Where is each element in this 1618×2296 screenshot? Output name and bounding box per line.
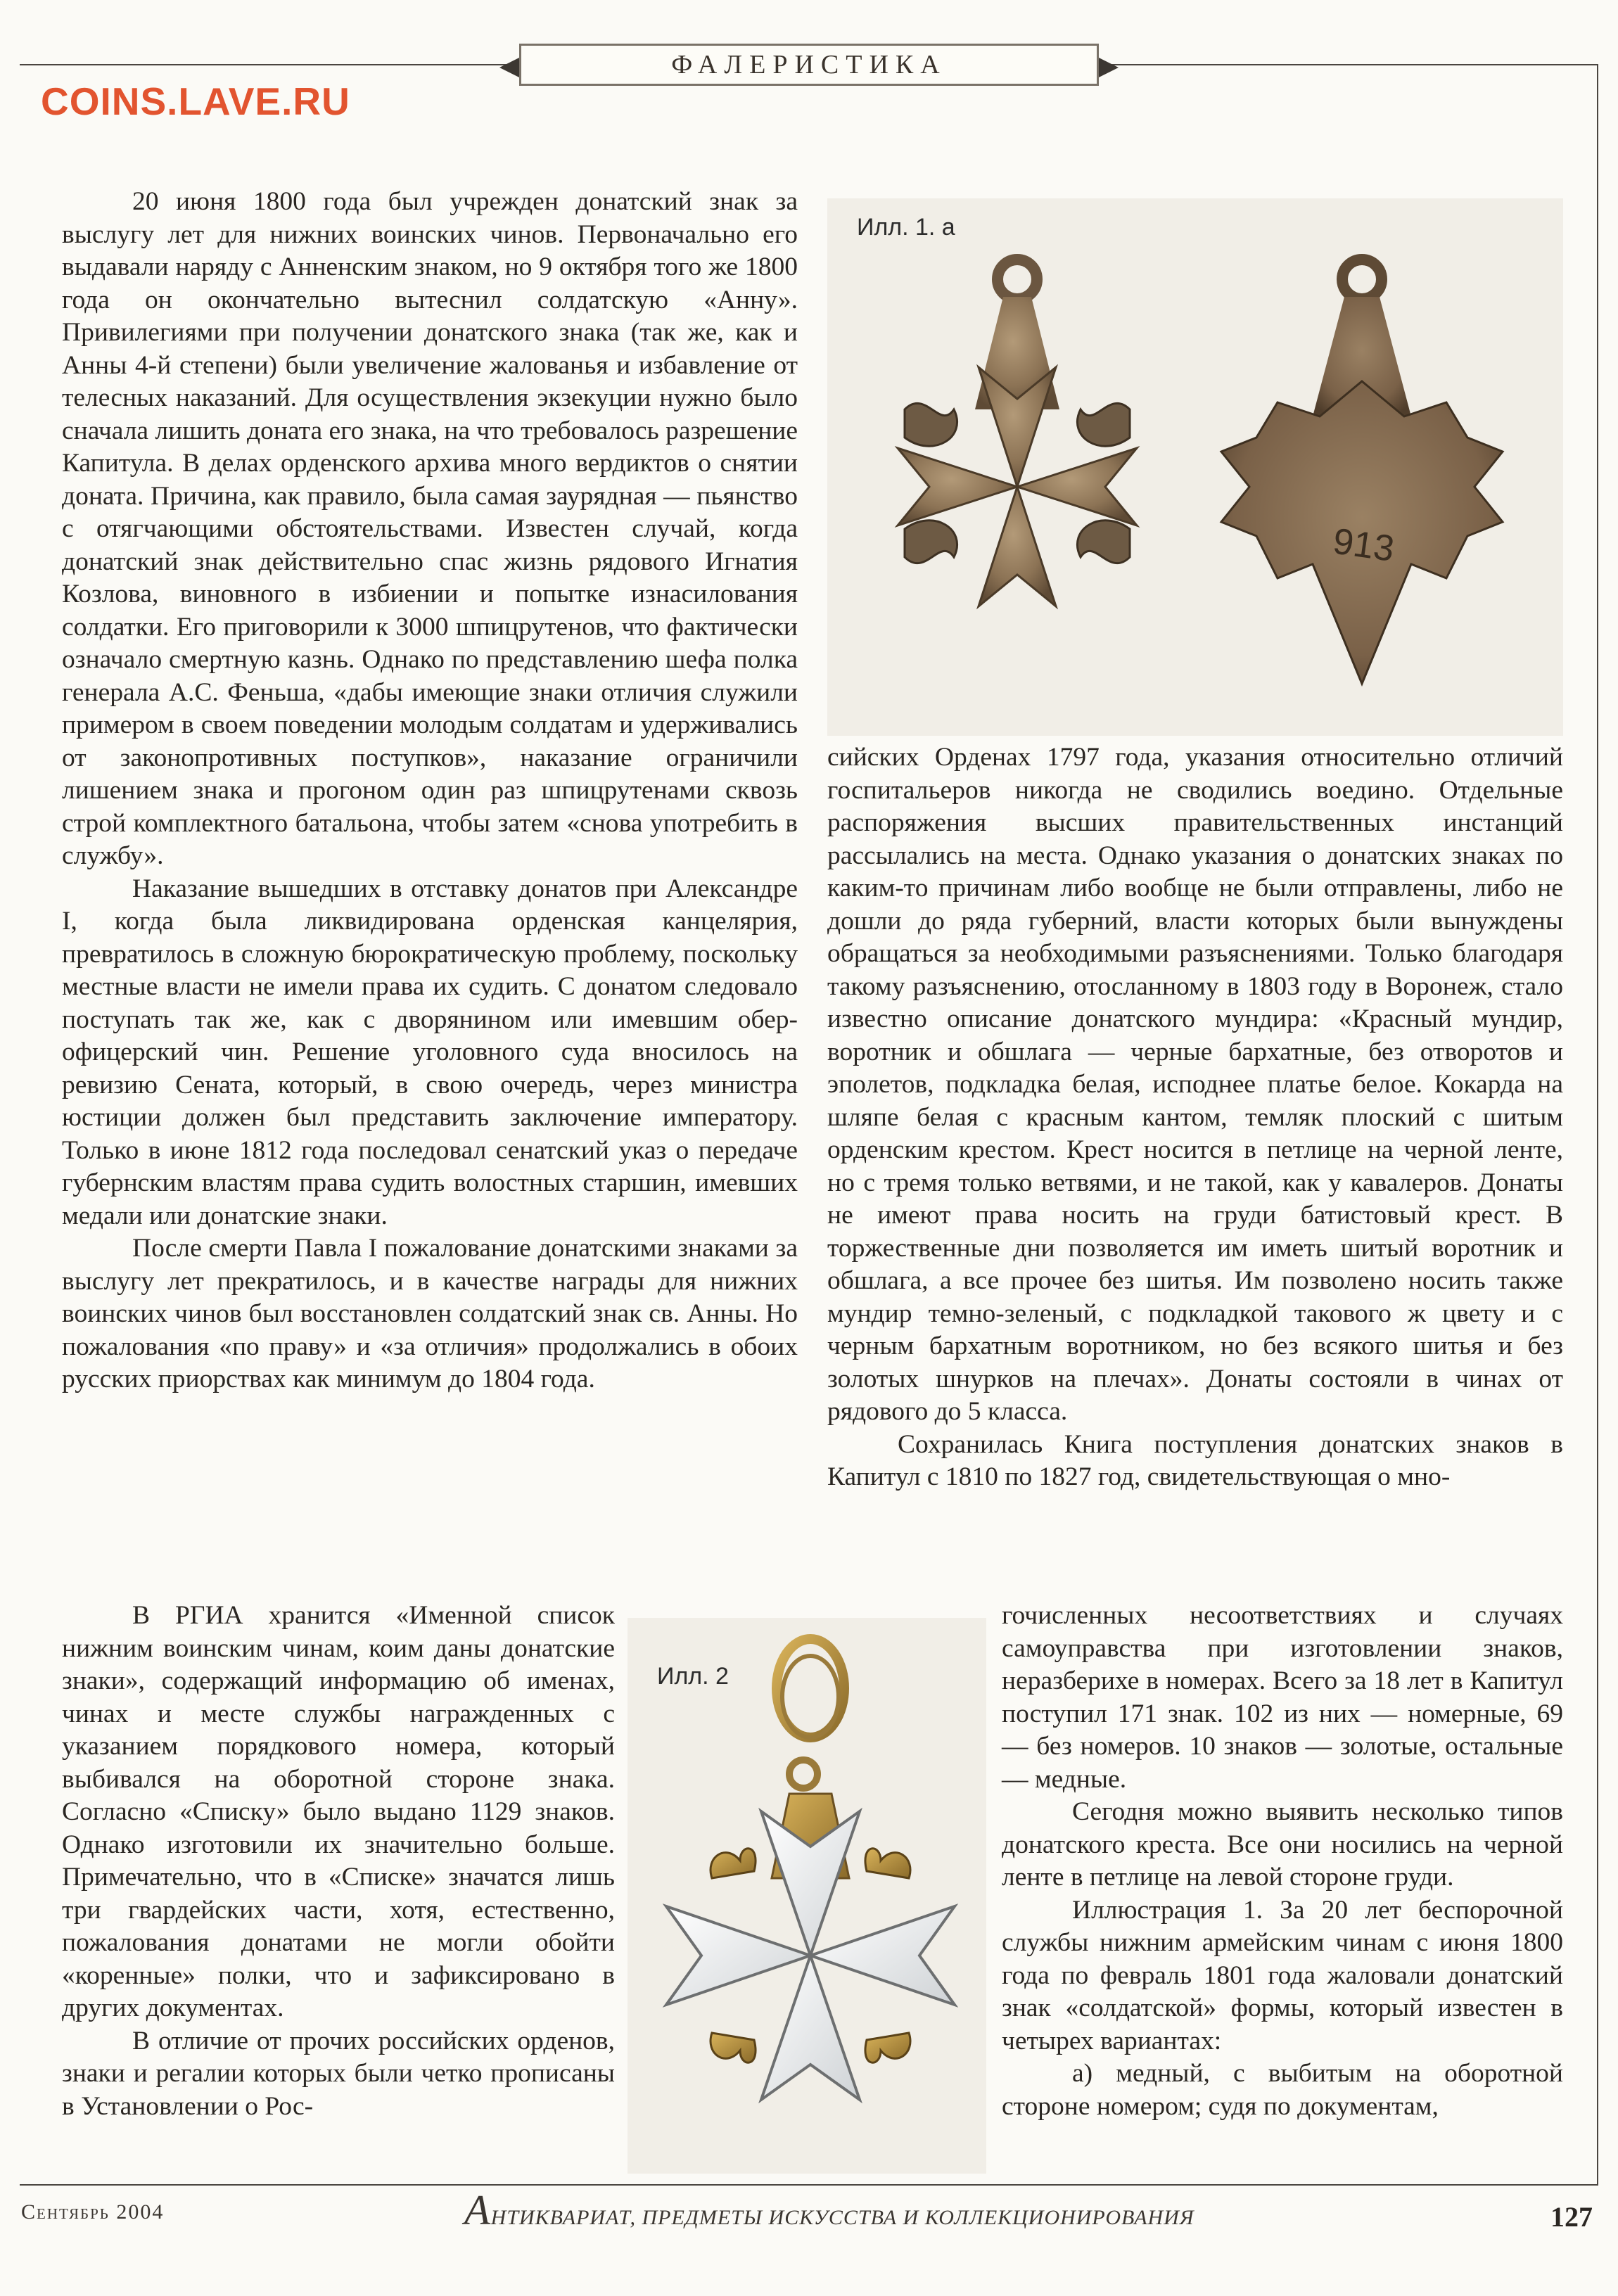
paragraph: Сегодня можно выявить несколько типов донатского креста. Все они носились на черной ленте в петлице на левой стороне груди. <box>1002 1797 1563 1892</box>
paragraph: Сохранилась Книга поступления донатских знаков в Капитул с 1810 по 1827 год, свидетельствующая о мно- <box>827 1429 1563 1491</box>
page-number: 127 <box>1550 2201 1593 2233</box>
medal-pair-image <box>827 198 1563 736</box>
paragraph: После смерти Павла I пожалование донатскими знаками за выслугу лет прекратилось, и в качестве награды для нижних воинских чинов был восстановлен солдатский знак св. Анны. Но пожалования «по праву» и «за отличия» продолжались в обоих русских приорствах как минимум до 1804 года. <box>62 1234 798 1393</box>
paragraph: В отличие от прочих российских орденов, знаки и регалии которых были четко прописаны в Установлении о Рос- <box>62 2026 615 2121</box>
paragraph: В РГИА хранится «Именной список нижним воинским чинам, коим даны донатские знаки», содержащий информацию об именах, чинах и месте службы награжденных с указанием порядкового номера, который выбивался на оборотной стороне знака. Согласно «Списку» было выдано 1129 знаков. Однако изготовили их значительно больше. Примечательно, что в «Списке» значатся лишь три гвардейских части, хотя, естественно, пожалования донатами не могли обойти «коренные» полки, что и зафиксировано в других документах. <box>62 1601 615 2022</box>
left-column-top <box>62 186 798 1396</box>
paragraph: Наказание вышедших в отставку донатов при Александре I, когда была ликвидирована орденская канцелярия, превратилось в сложную бюрократическую проблему, поскольку местные власти не имели права их судить. С донатом следовало поступать так же, как с дворянином или имевшим обер-офицерский чин. Решение уголовного суда вносилось на ревизию Сената, который, в свою очередь, через министра юстиции должен был представить заключение императору. Только в июне 1812 года последовал сенатский указ о передаче губернским властям права судить волостных старшин, имевших медали или донатские знаки. <box>62 874 798 1230</box>
illustration-2-caption: Илл. 2 <box>657 1663 729 1690</box>
illustration-2-photo <box>628 1618 986 2174</box>
paragraph: сийских Орденах 1797 года, указания относительно отличий госпитальеров никогда не сводились воедино. Отдельные распоряжения высших правительственных инстанций рассылались на места. Однако указания о донатских знаках по каким-то причинам либо вообще не были отправлены, либо не дошли до ряда губерний, власти которых были вынуждены обращаться за необходимыми разъяснениями. Только благодаря такому разъяснению, отосланному в 1803 году в Воронеж, стало известно описание донатского мундира: «Красный мундир, воротник и обшлага — черные бархатные, без отворотов и эполетов, подкладка белая, исподнее платье белое. Кокарда на шляпе белая с красным кантом, темляк плоский с шитым орденским крестом. Крест носится в петлице на черной ленте, но с тремя только ветвями, и не такой, как у кавалеров. Донаты не имеют права носить на груди батистовый крест. В торжественные дни позволяется им иметь шитый воротник и обшлага, а все прочее без шитья. Им позволено носить также мундир темно-зеленый, с подкладкой такового ж цвету и с черным бархатным воротником, но без всякого шитья и без золотых шнурков на плечах». Донаты состояли в чинах от рядового до 5 класса. <box>827 743 1563 1426</box>
banner-tab-left <box>499 58 519 77</box>
right-column-top <box>827 741 1563 1494</box>
paragraph: а) медный, с выбитым на оборотной стороне номером; судя по документам, <box>1002 2059 1563 2121</box>
medal-reverse <box>1221 260 1503 684</box>
paragraph: Иллюстрация 1. За 20 лет беспорочной службы нижним армейским чинам с июня 1800 года по февраль 1801 года жаловали донатский знак «солдатской» формы, который известен в четырех вариантах: <box>1002 1895 1563 2055</box>
frame-bottom <box>20 2184 1598 2186</box>
banner-tab-right <box>1099 58 1119 77</box>
section-banner: ФАЛЕРИСТИКА <box>519 44 1099 86</box>
illustration-1-caption: Илл. 1. а <box>857 214 955 241</box>
paragraph: 20 июня 1800 года был учрежден донатский знак за выслугу лет для нижних воинских чинов. Первоначально его выдавали наряду с Анненским знаком, но 9 октября того же 1800 года он окончательно вытеснил солдатскую «Анну». Привилегиями при получении донатского знака (так же, как и Анны 4-й степени) были увеличение жалованья и избавление от телесных наказаний. Для осуществления экзекуции нужно было сначала лишить доната его знака, на что требовалось разрешение Капитула. В делах орденского архива много вердиктов о снятии доната. Причина, как правило, была самая заурядная — пьянство с отягчающими обстоятельствами. Известен случай, когда донатский знак действительно спас жизнь рядового Игнатия Козлова, виновного в избиении и попытке изнасилования солдатки. Его приговорили к 3000 шпицрутенов, что фактически означало смертную казнь. Однако по представлению шефа полка генерала А.С. Феньша, «дабы имеющие знаки отличия служили примером в своем поведении молодым солдатам и удерживались от законопротивных поступков», наказание ограничили лишением знака и прогоном один раз шпицрутенами сквозь строй комплектного батальона, чтобы затем «снова употребить в службу». <box>62 187 798 870</box>
white-cross-image <box>628 1618 986 2174</box>
footer-magazine <box>464 2186 1195 2235</box>
watermark: COINS.LAVE.RU <box>41 79 350 123</box>
right-column-bottom <box>1002 1600 1563 2123</box>
magazine-title: НТИКВАРИАТ, ПРЕДМЕТЫ ИСКУССТВА И КОЛЛЕКЦИОНИРОВАНИЯ <box>490 2206 1195 2229</box>
footer-date: Сентябрь 2004 <box>21 2200 165 2224</box>
paragraph: гочисленных несоответствиях и случаях самоуправства при изготовлении знаков, неразберихе в номерах. Всего за 18 лет в Капитул поступил 171 знак. 102 из них — номерные, 69 — без номеров. 10 знаков — золотые, остальные — медные. <box>1002 1601 1563 1794</box>
frame-right <box>1597 64 1598 2186</box>
illustration-1-photo <box>827 198 1563 736</box>
medal-front <box>898 260 1137 606</box>
left-column-bottom <box>62 1600 615 2123</box>
magazine-initial: А <box>464 2187 491 2233</box>
medal-number: 913 <box>1330 521 1397 570</box>
